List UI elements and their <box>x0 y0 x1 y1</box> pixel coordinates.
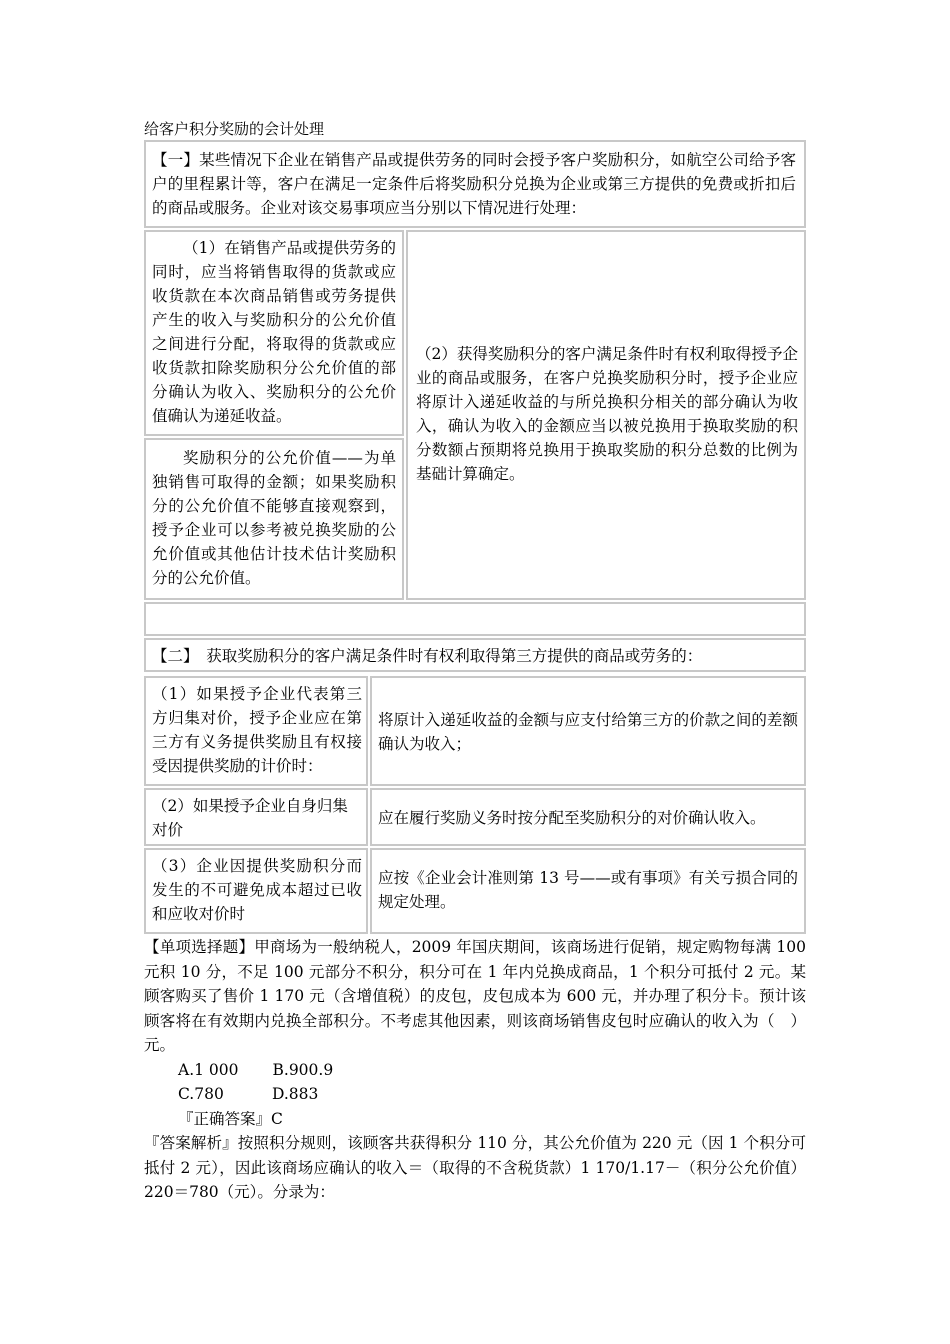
option-b: B.900.9 <box>272 1060 334 1079</box>
option-c: C.780 <box>178 1085 224 1103</box>
section-one-left-cell <box>144 230 404 436</box>
options-row-1 <box>144 1058 806 1083</box>
empty-row <box>144 602 806 636</box>
treatment-text-1: 将原计入递延收益的金额与应支付给第三方的价款之间的差额确认为收入； <box>378 711 798 753</box>
condition-cell-1 <box>144 676 368 786</box>
section-one-right-cell <box>406 230 806 600</box>
page-title: 给客户积分奖励的会计处理 <box>144 120 325 138</box>
options-row-2 <box>144 1082 806 1107</box>
treatment-cell-1 <box>370 676 806 786</box>
option-d: D.883 <box>272 1085 319 1103</box>
section-one-left-text: （1）在销售产品或提供劳务的同时，应当将销售取得的货款或应收货款在本次商品销售或劳务提供产生的收入与奖励积分的公允价值之间进行分配，将取得的货款或应收货款扣除奖励积分公允价值的部分确认为收入、奖励积分的公允价值确认为递延收益。 <box>152 239 396 425</box>
question-stem: 【单项选择题】甲商场为一般纳税人，2009 年国庆期间，该商场进行促销，规定购物每满 100 元积 10 分，不足 100 元部分不积分，积分可在 1 年内兑换成商品，1 个积分可抵付 2 元。某顾客购买了售价 1 170 元（含增值税）的皮包，皮包成本为 600 元，并办理了积分卡。预计该顾客将在有效期内兑换全部积分。不考虑其他因素，则该商场销售皮包时应确认的收入为（ ）元。 <box>144 938 806 1054</box>
section-one-header <box>144 140 806 228</box>
condition-cell-3 <box>144 848 368 934</box>
condition-text-2: （2）如果授予企业自身归集对价 <box>152 797 348 839</box>
correct-answer: 『正确答案』C <box>178 1109 283 1128</box>
treatment-text-2: 应在履行奖励义务时按分配至奖励积分的对价确认收入。 <box>378 809 766 827</box>
fair-value-note-cell <box>144 438 404 600</box>
section-two-header-text: 【二】 获取奖励积分的客户满足条件时有权利取得第三方提供的商品或劳务的： <box>152 647 703 665</box>
treatment-cell-2 <box>370 788 806 846</box>
condition-cell-2 <box>144 788 368 846</box>
question-block <box>144 935 806 1205</box>
condition-text-3: （3）企业因提供奖励积分而发生的不可避免成本超过已收和应收对价时 <box>152 857 362 923</box>
section-one-right-text: （2）获得奖励积分的客户满足条件时有权利取得授予企业的商品或服务，在客户兑换奖励积分时，授予企业应将原计入递延收益的与所兑换积分相关的部分确认为收入，确认为收入的金额应当以被兑换用于换取奖励的积分数额占预期将兑换用于换取奖励的积分总数的比例为基础计算确定。 <box>416 345 798 483</box>
option-a: A.1 000 <box>178 1060 239 1079</box>
treatment-cell-3 <box>370 848 806 934</box>
section-one-header-text: 【一】某些情况下企业在销售产品或提供劳务的同时会授予客户奖励积分，如航空公司给予客户的里程累计等，客户在满足一定条件后将奖励积分兑换为企业或第三方提供的免费或折扣后的商品或服务。企业对该交易事项应当分别以下情况进行处理： <box>152 151 796 217</box>
fair-value-note-text: 奖励积分的公允价值——为单独销售可取得的金额；如果奖励积分的公允价值不能够直接观察到，授予企业可以参考被兑换奖励的公允价值或其他估计技术估计奖励积分的公允价值。 <box>152 449 396 587</box>
section-two-header <box>144 638 806 672</box>
treatment-text-3: 应按《企业会计准则第 13 号——或有事项》有关亏损合同的规定处理。 <box>378 869 798 911</box>
answer-analysis: 『答案解析』按照积分规则，该顾客共获得积分 110 分，其公允价值为 220 元（因 1 个积分可抵付 2 元），因此该商场应确认的收入＝（取得的不含税货款）1 170/1.17－（积分公允价值）220＝780（元）。分录为： <box>144 1134 806 1201</box>
condition-text-1: （1）如果授予企业代表第三方归集对价，授予企业应在第三方有义务提供奖励且有权接受因提供奖励的计价时： <box>152 685 362 775</box>
